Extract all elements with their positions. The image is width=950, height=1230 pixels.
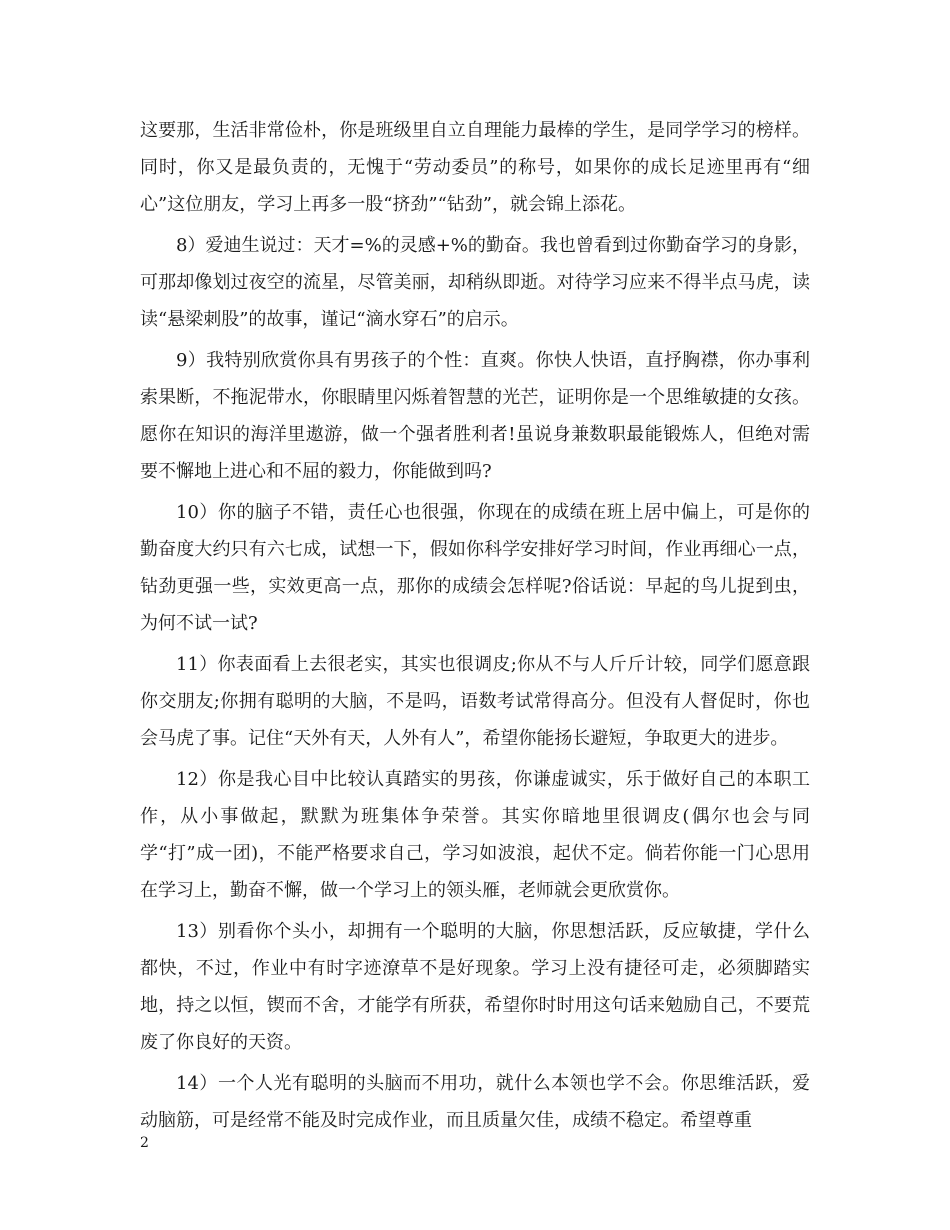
document-body	[140, 112, 810, 1143]
page-number: 2	[140, 1135, 149, 1151]
paragraph-12: 12）你是我心目中比较认真踏实的男孩，你谦虚诚实，乐于做好自己的本职工作，从小事做起，默默为班集体争荣誉。其实你暗地里很调皮(偶尔也会与同学“打”成一团)，不能严格要求自己，学习如波浪，起伏不定。倘若你能一门心思用在学习上，勤奋不懈，做一个学习上的领头雁，老师就会更欣赏你。	[140, 769, 810, 901]
paragraph-11: 11）你表面看上去很老实，其实也很调皮;你从不与人斤斤计较，同学们愿意跟你交朋友;你拥有聪明的大脑，不是吗，语数考试常得高分。但没有人督促时，你也会马虎了事。记住“天外有天，人外有人”，希望你能扬长避短，争取更大的进步。	[140, 654, 810, 749]
paragraph-13: 13）别看你个头小，却拥有一个聪明的大脑，你思想活跃，反应敏捷，学什么都快，不过，作业中有时字迹潦草不是好现象。学习上没有捷径可走，必须脚踏实地，持之以恒，锲而不舍，才能学有所获，希望你时时用这句话来勉励自己，不要荒废了你良好的天资。	[140, 921, 810, 1053]
paragraph-9: 9）我特别欣赏你具有男孩子的个性：直爽。你快人快语，直抒胸襟，你办事利索果断，不拖泥带水，你眼睛里闪烁着智慧的光芒，证明你是一个思维敏捷的女孩。愿你在知识的海洋里遨游，做一个强者胜利者!虽说身兼数职最能锻炼人，但绝对需要不懈地上进心和不屈的毅力，你能做到吗?	[140, 350, 810, 482]
paragraph-10: 10）你的脑子不错，责任心也很强，你现在的成绩在班上居中偏上，可是你的勤奋度大约只有六七成，试想一下，假如你科学安排好学习时间，作业再细心一点，钻劲更强一些，实效更高一点，那你的成绩会怎样呢?俗话说：早起的鸟儿捉到虫，为何不试一试?	[140, 502, 810, 634]
paragraph-continuation: 这要那，生活非常俭朴，你是班级里自立自理能力最棒的学生，是同学学习的榜样。同时，你又是最负责的，无愧于“劳动委员”的称号，如果你的成长足迹里再有“细心”这位朋友，学习上再多一股“挤劲”“钻劲”，就会锦上添花。	[140, 120, 810, 215]
paragraph-14: 14）一个人光有聪明的头脑而不用功，就什么本领也学不会。你思维活跃，爱动脑筋，可是经常不能及时完成作业，而且质量欠佳，成绩不稳定。希望尊重	[140, 1073, 810, 1131]
paragraph-8: 8）爱迪生说过：天才=%的灵感+%的勤奋。我也曾看到过你勤奋学习的身影，可那却像划过夜空的流星，尽管美丽，却稍纵即逝。对待学习应来不得半点马虎，读读“悬梁刺股”的故事，谨记“滴水穿石”的启示。	[140, 235, 810, 330]
